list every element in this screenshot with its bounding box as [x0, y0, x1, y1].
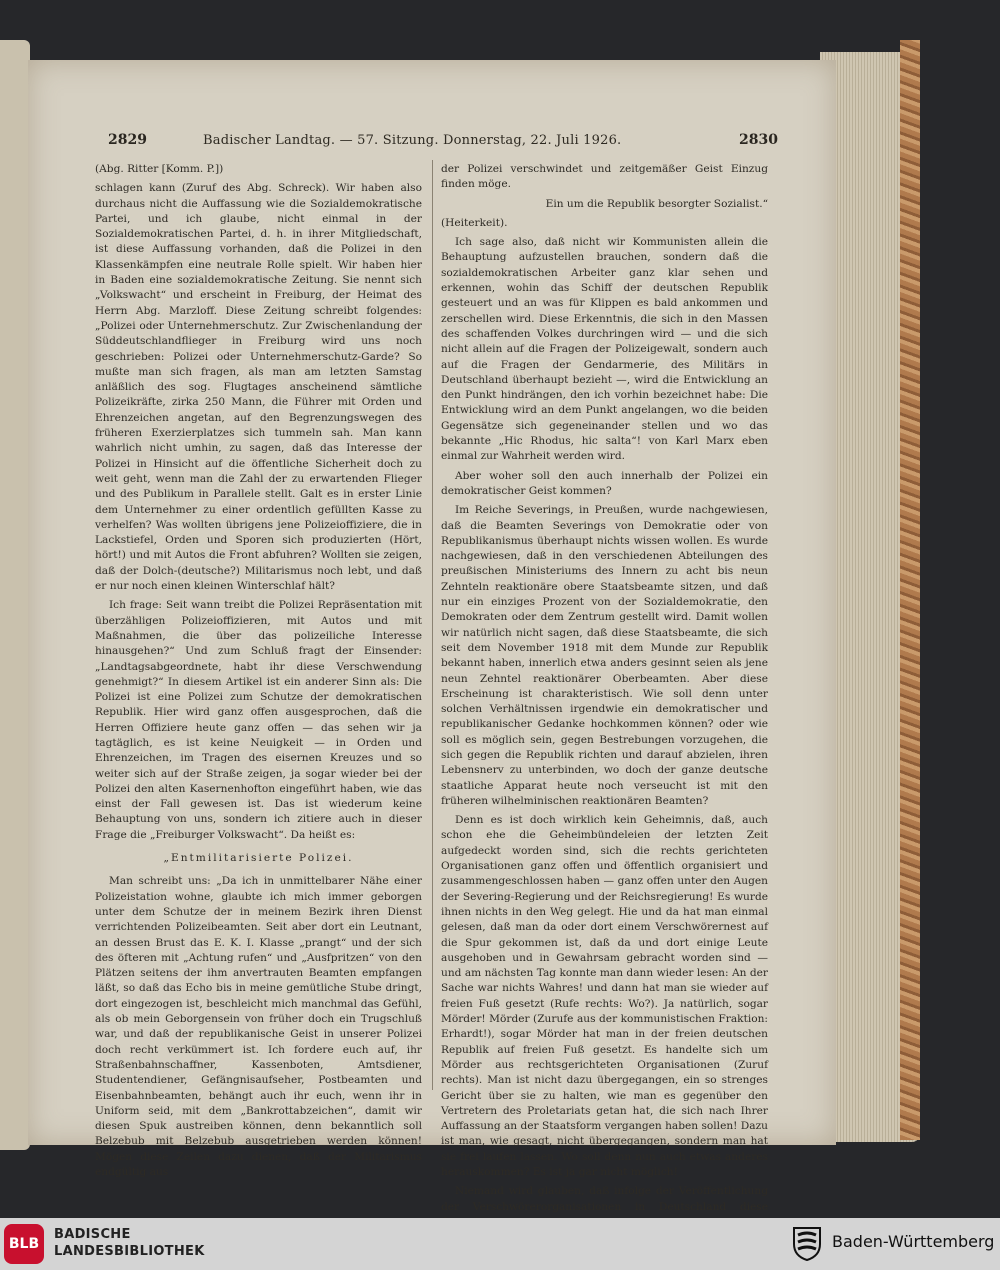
paragraph: Denn es ist doch wirklich kein Geheimnis, daß, auch schon ehe die Geheimbündeleien der letzten Zeit aufgedeckt worden sind, sich die rechts gerichteten Organisationen ganz offen und öffentlich organisiert und zusammengeschlossen haben — ganz offen unter den Augen der Severing-Regierung und der Reichsregierung! Es wurde ihnen nichts in den Weg gelegt. Hie und da hat man einmal gelesen, daß man da oder dort einem Verschwörernest auf die Spur gekommen ist, daß da und dort einige Leute ausgehoben und in Gewahrsam gebracht worden sind — und am nächsten Tag konnte man dann wieder lesen: An der Sache war nichts Wahres! und dann hat man sie wieder auf freien Fuß gesetzt (Rufe rechts: Wo?). Ja natürlich, sogar Mörder! Mörder (Zurufe aus der kommunistischen Fraktion: Erhardt!), sogar Mörder hat man in der freien deutschen Republik auf freien Fuß gesetzt. Es handelte sich um Mörder aus rechtsgerichteten Organisationen (Zuruf rechts). Man ist nicht dazu übergegangen, ein so strenges Gericht über sie zu halten, wie man es gegenüber den Vertretern des Proletariats getan hat, die sich nach Ihrer Auffassung an der Staatsform vergangen haben sollen! Dazu ist man, wie gesagt, nicht übergegangen, sondern man hat sie frei laufen lassen. Wo soll denn nun auch etwas anderes herauskommen? Es ist ja gar nicht möglich! [441, 814, 768, 1178]
library-name-line1: BADISCHE [54, 1227, 131, 1242]
coat-of-arms-icon [792, 1226, 822, 1262]
right-text-column [441, 162, 768, 1234]
running-header [108, 132, 778, 152]
blb-logo-icon[interactable]: BLB [4, 1224, 44, 1264]
state-name: Baden-Württemberg [832, 1232, 995, 1251]
speaker-label: (Abg. Ritter [Komm. P.]) [95, 163, 224, 175]
page-number-right: 2830 [739, 132, 778, 148]
library-name-line2: LANDESBIBLIOTHEK [54, 1244, 205, 1259]
paragraph: Man schreibt uns: „Da ich in unmittelbarer Nähe einer Polizeistation wohne, glaubte ich mich immer geborgen unter dem Schutze der in meinem Bezirk ihren Dienst verrichtenden Polizeibeamten. Seit aber dort ein Leutnant, an dessen Brust das E. K. I. Klasse „prangt“ und der sich des öfteren mit „Achtung rufen“ und „Ausfpritzen“ von den Plätzen seitens der ihm anvertrauten Beamten empfangen läßt, so daß das Echo bis in meine gemütliche Stube dringt, dort eingezogen ist, beschleicht mich manchmal das Gefühl, als ob mein Geborgensein von früher doch ein Trugschluß war, und daß der republikanische Geist in unserer Polizei doch recht verkümmert ist. Ich fordere euch auf, ihr Straßenbahnschaffner, Kassenboten, Amtsdiener, Studentendiener, Gefängnisaufseher, Postbeamten und Eisenbahnbeamten, behängt auch ihr euch, wenn ihr in Uniform seid, mit dem „Bankrottabzeichen“, damit wir diesen Spuk austreiben können, denn bekanntlich soll Belzebub mit Belzebub ausgetrieben werden können! Mögen diese Zeilen dazu dienen, daß der Militarismus endgültig aus [95, 875, 422, 1178]
column-divider [432, 160, 433, 1090]
section-heading: „Entmilitarisierte Polizei. [163, 852, 354, 865]
running-title: Badischer Landtag. — 57. Sitzung. Donnerstag, 22. Juli 1926. [203, 133, 622, 148]
left-text-column [95, 162, 422, 1184]
paragraph: schlagen kann (Zuruf des Abg. Schreck). Wir haben also durchaus nicht die Auffassung wie die Sozialdemokratische Partei, und ich glaube, nicht einmal in der Sozialdemokratischen Partei, d. h. in ihrer Mitgliedschaft, ist diese Auffassung vorhanden, daß die Polizei in den Klassenkämpfen eine neutrale Rolle spielt. Wir haben hier in Baden eine sozialdemokratische Zeitung. Sie nennt sich „Volkswacht“ und erscheint in Freiburg, der Heimat des Herrn Abg. Marzloff. Diese Zeitung schreibt folgendes: „Polizei oder Unternehmerschutz. Zur Zwischenlandung der Süddeutschlandflieger in Freiburg wird uns noch geschrieben: Polizei oder Unternehmerschutz-Garde? So mußte man sich fragen, als man am letzten Samstag anläßlich des sog. Flugtages anscheinend sämtliche Polizeikräfte, zirka 250 Mann, die Führer mit Orden und Ehrenzeichen angetan, auf den Begrenzungswegen des früheren Exerzierplatzes sich tummeln sah. Man kann wahrlich nicht umhin, zu sagen, daß das Interesse der Polizei in Hinsicht auf die öffentliche Sicherheit doch zu weit geht, wenn man die Zahl der zu erwartenden Flieger und des Publikum in Parallele stellt. Galt es in erster Linie dem Unternehmer zu einer ordentlich gefüllten Kasse zu verhelfen? Was wollten übrigens jene Polizeioffiziere, die in Lackstiefel, Orden und Sporen sich produzierten (Hört, hört!) und mit Autos die Front abfuhren? Wollten sie zeigen, daß der Dolch-(deutsche?) Militarismus noch lebt, und daß er nur noch einen kleinen Winterschlaf hält? [95, 182, 422, 593]
paragraph: Aber woher soll den auch innerhalb der Polizei ein demokratischer Geist kommen? [441, 469, 768, 497]
facing-page-edge [0, 40, 30, 1150]
library-name[interactable] [54, 1226, 205, 1260]
paragraph: Ich sage also, daß nicht wir Kommunisten allein die Behauptung aufzustellen brauchen, sondern daß die sozialdemokratischen Arbeiter ganz klar sehen und erkennen, wohin das Schiff der deutschen Republik gesteuert und an was für Klippen es bald ankommen und zerschellen wird. Diese Erkenntnis, die sich in den Massen des schaffenden Volkes durchringen wird — und die sich nicht allein auf die Fragen der Polizeigewalt, sondern auch auf die Fragen der Gendarmerie, des Militärs in Deutschland überhaupt bezieht —, wird die Entwicklung an den Punkt hindrängen, den ich vorhin bezeichnet habe: Die Entwicklung wird an dem Punkt angelangen, wo die beiden Gegensätze sich gegeneinander stellen und wo das bekannte „Hic Rhodus, hic salta“! von Karl Marx eben einmal zur Wahrheit werden wird. [441, 236, 768, 463]
paragraph: der Polizei verschwindet und zeitgemäßer Geist Einzug finden möge. [441, 163, 768, 191]
paragraph: Im Reiche Severings, in Preußen, wurde nachgewiesen, daß die Beamten Severings von Demokratie oder von Republikanismus überhaupt nichts wissen wollen. Es wurde nachgewiesen, daß in den verschiedenen Abteilungen des preußischen Ministeriums des Innern zu acht bis neun Zehnteln reaktionäre obere Staatsbeamte sitzen, und daß nur ein einziges Prozent von der Sozialdemokratie, den Demokraten oder dem Zentrum gestellt wird. Damit wollen wir natürlich nicht sagen, daß diese Staatsbeamte, die sich seit dem November 1918 mit dem Munde zur Republik bekannt haben, innerlich etwa anders gesinnt seien als jene neun Zehntel reaktionärer Oberbeamten. Aber diese Erscheinung ist charakteristisch. Wie soll denn unter solchen Verhältnissen irgendwie ein demokratischer und republikanischer Gedanke hochkommen können? oder wie soll es möglich sein, gegen Bestrebungen vorzugehen, die sich gegen die Republik richten und darauf abzielen, ihren Lebensnerv zu unterbinden, wo doch der ganze deutsche staatliche Apparat heute noch verseucht ist mit den früheren wilhelminischen reaktionären Beamten? [441, 504, 768, 807]
viewer-footer [0, 1218, 1000, 1270]
marbled-cover-edge [900, 40, 920, 1140]
paragraph: Ich frage: Seit wann treibt die Polizei Repräsentation mit überzähligen Polizeioffizieren, mit Autos und mit Maßnahmen, die über das polizeiliche Interesse hinausgehen?“ Und zum Schluß fragt der Einsender: „Landtagsabgeordnete, habt ihr diese Verschwendung genehmigt?“ In diesem Artikel ist ein anderer Sinn als: Die Polizei ist eine Polizei zum Schutze der demokratischen Republik. Hier wird ganz offen ausgesprochen, daß die Herren Offiziere heute ganz offen — das sehen wir ja tagtäglich, es ist keine Neuigkeit — in Orden und Ehrenzeichen, im Tragen des eisernen Kreuzes und so weiter sich auf der Straße zeigen, ja sogar wieder bei der Polizei den alten Kasernenhofton eingeführt haben, wie das einst der Fall gewesen ist. Das ist wiederum keine Behauptung von uns, sondern ich zitiere auch in dieser Frage die „Freiburger Volkswacht“. Da heißt es: [95, 599, 422, 841]
signature-line: Ein um die Republik besorgter Sozialist.“ [545, 197, 768, 210]
page-number-left: 2829 [108, 132, 147, 148]
paragraph: Niemand wird glauben, daß infolge der Veröffentlichung der Verschwörerorganisationen in Deutschland diese [441, 1185, 768, 1213]
interjection: (Heiterkeit). [441, 216, 508, 229]
